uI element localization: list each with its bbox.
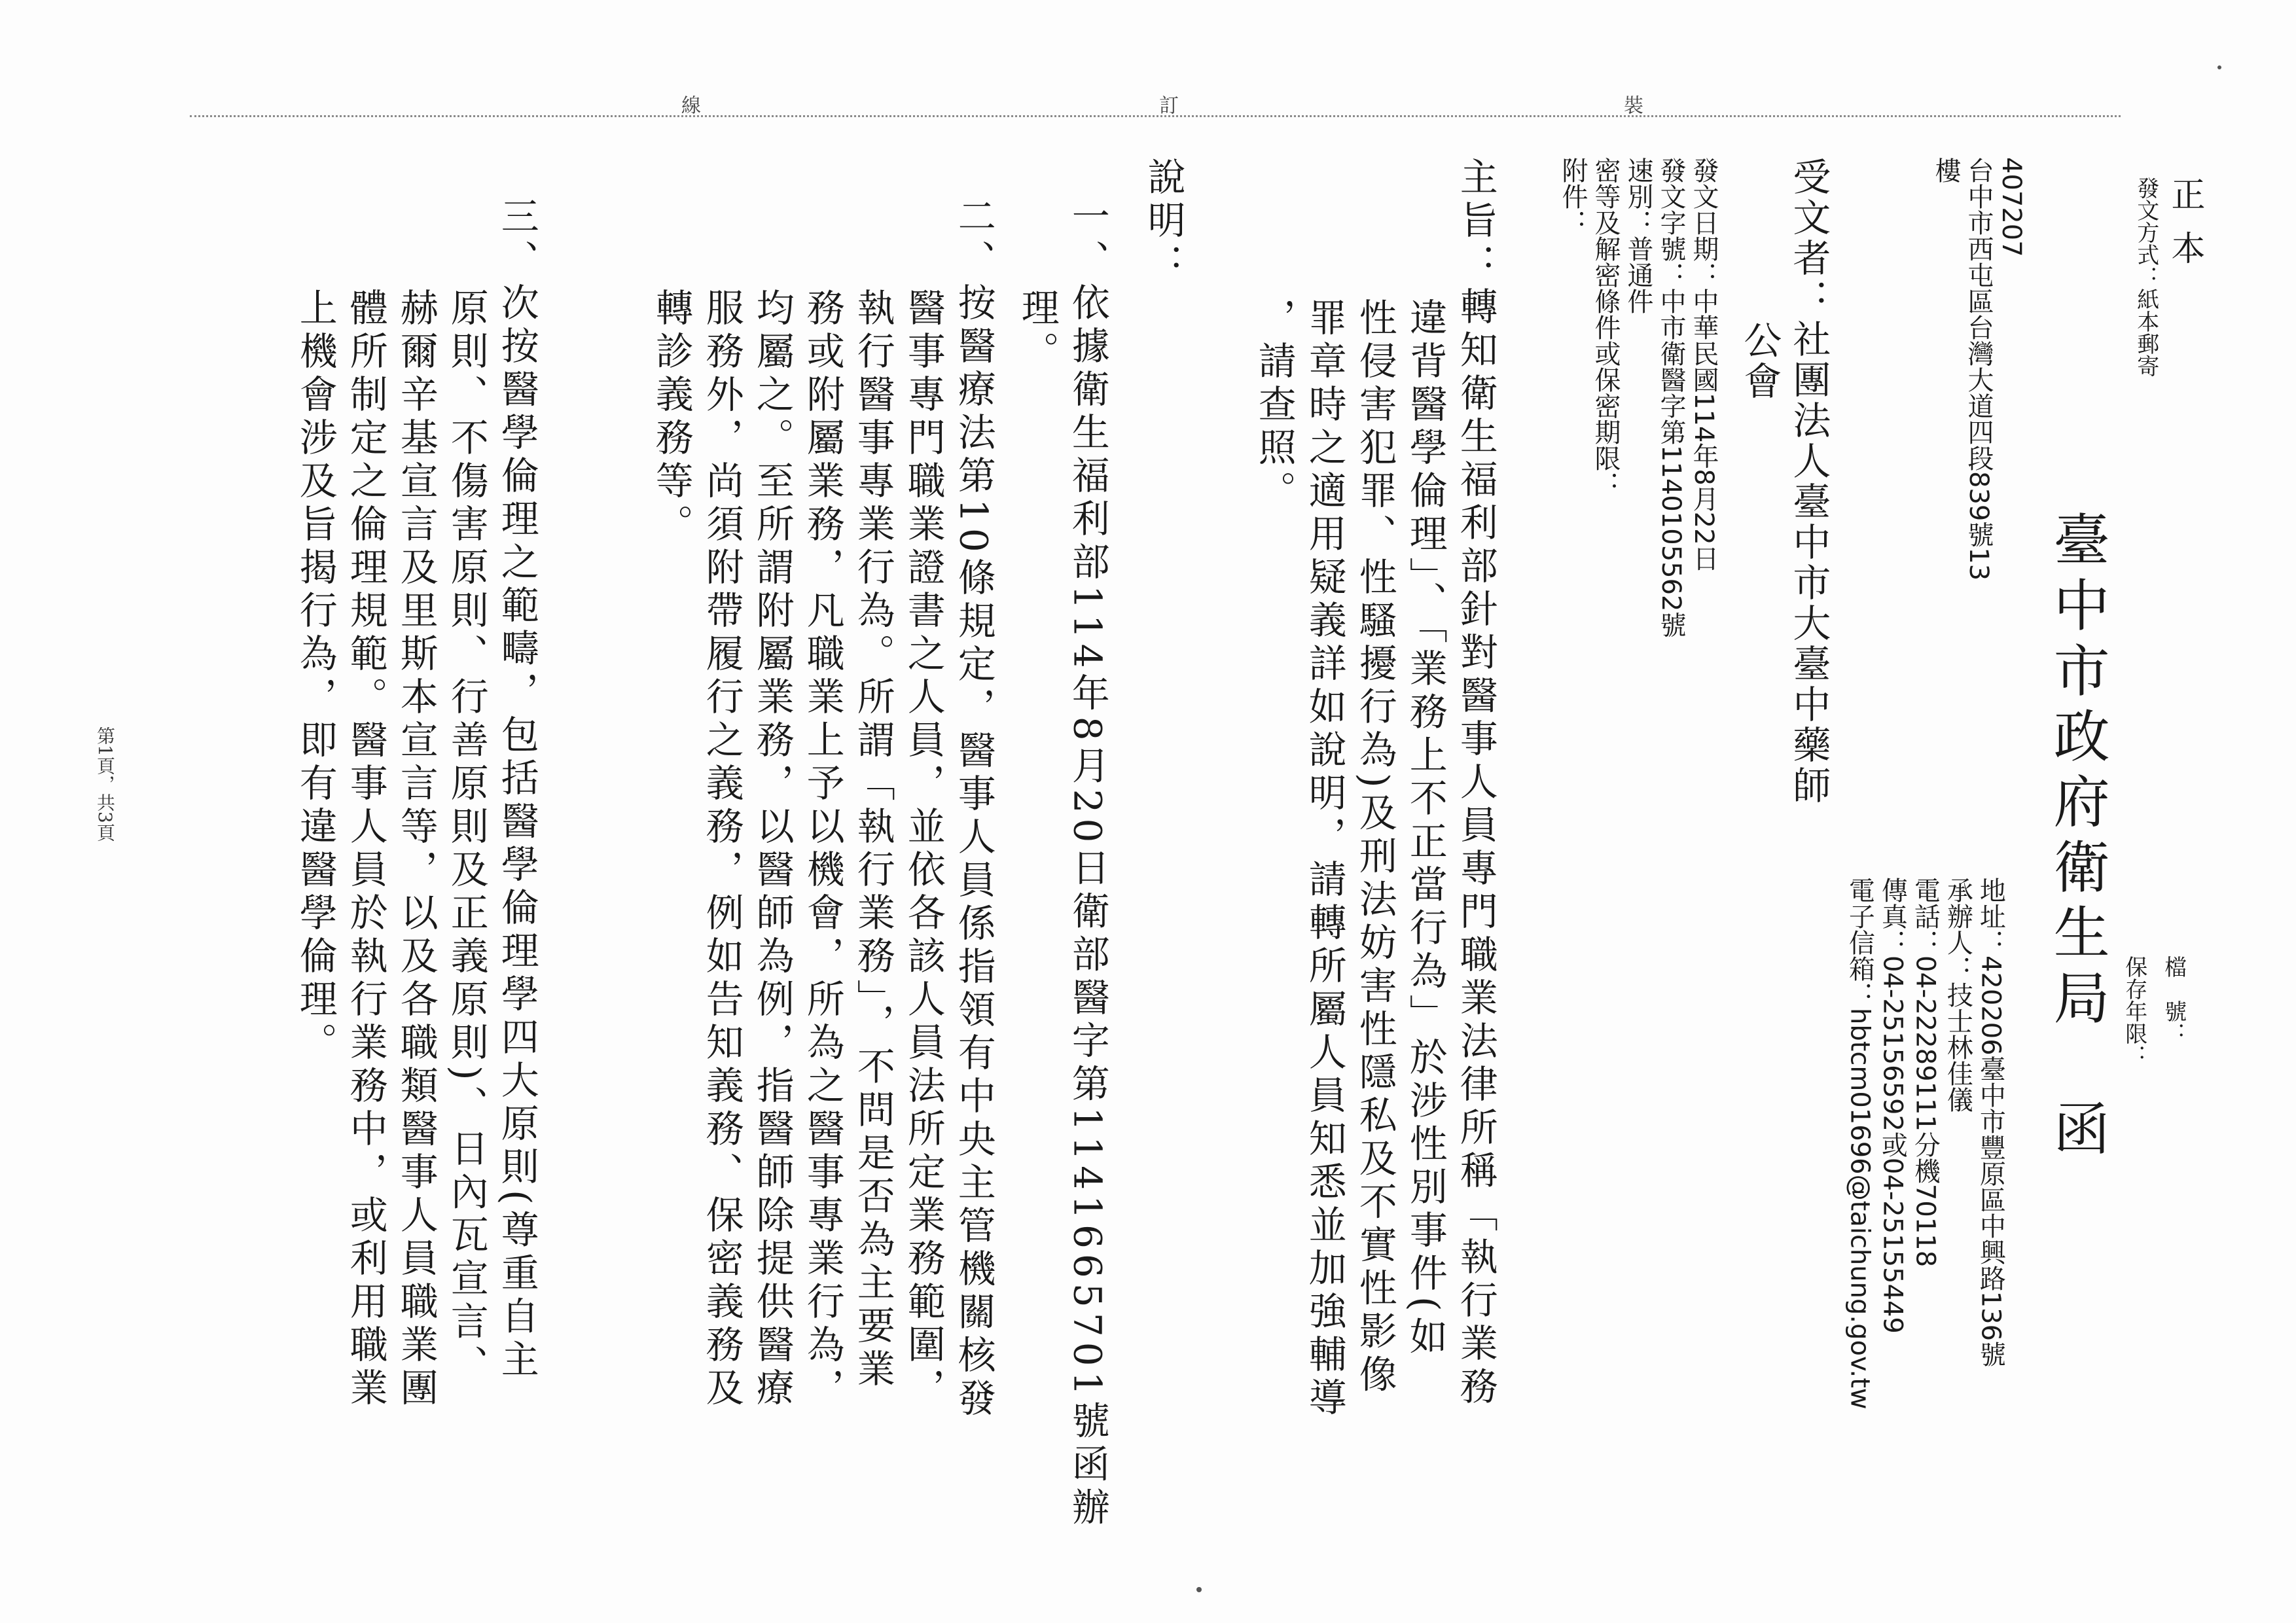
contact-address: 地址：420206臺中市豐原區中興路136號 bbox=[1975, 877, 2006, 1368]
item-2-line-7: 轉診義務等。 bbox=[649, 288, 694, 547]
item-3-line-2: 原則、不傷害原則、行善原則及正義原則)、日內瓦宣言、 bbox=[444, 288, 489, 1388]
binding-mark-xian: 線 bbox=[677, 95, 700, 115]
page-footer: 第1頁，共3頁 bbox=[94, 726, 116, 842]
recipient-floor: 樓 bbox=[1931, 157, 1961, 183]
doc-number: 發文字號：中市衛醫字第1140105562號 bbox=[1656, 157, 1686, 638]
item-2-line-1: 二、按醫療法第10條規定，醫事人員係指領有中央主管機關核發 bbox=[951, 196, 996, 1421]
subject-line-2: 違背醫學倫理」、「業務上不正當行為」於涉性別事件(如 bbox=[1403, 298, 1448, 1360]
item-1-line-2: 理。 bbox=[1014, 288, 1060, 374]
item-3-line-4: 體所制定之倫理規範。醫事人員於執行業務中，或利用職業 bbox=[343, 288, 388, 1411]
item-1-line-1: 一、依據衛生福利部114年8月20日衛部醫字第1141665701號函辦 bbox=[1065, 196, 1110, 1531]
recipient-line-1: 受文者：社團法人臺中市大臺中藥師 bbox=[1786, 157, 1831, 806]
explanation-label: 說明： bbox=[1141, 157, 1186, 287]
scan-speck bbox=[1196, 1587, 1202, 1592]
doc-secrecy: 密等及解密條件或保密期限： bbox=[1590, 157, 1621, 497]
item-3-line-3: 赫爾辛基宣言及里斯本宣言等，以及各職類醫事人員職業團 bbox=[393, 288, 439, 1411]
doc-attachment: 附件： bbox=[1558, 157, 1588, 236]
doc-date: 發文日期：中華民國114年8月22日 bbox=[1689, 157, 1719, 571]
item-2-line-3: 執行醫事專業行為。所謂「執行業務」，不問是否為主要業 bbox=[850, 288, 895, 1392]
contact-fax: 傳真：04-25156592或04-25155449 bbox=[1877, 877, 1908, 1334]
item-2-line-6: 服務外，尚須附帶履行之義務，例如告知義務、保密義務及 bbox=[699, 288, 744, 1411]
subject-line-1: 主旨：轉知衛生福利部針對醫事人員專門職業法律所稱「執行業務 bbox=[1453, 157, 1498, 1410]
contact-handler: 承辦人：技士林佳儀 bbox=[1943, 877, 1973, 1113]
copy-type-label: 正本 bbox=[2165, 177, 2204, 284]
doc-speed: 速別：普通件 bbox=[1623, 157, 1653, 314]
retention-label: 保存年限： bbox=[2121, 955, 2147, 1067]
subject-line-4: 罪章時之適用疑義詳如說明，請轉所屬人員知悉並加強輔導 bbox=[1302, 298, 1347, 1421]
file-number-label: 檔 號： bbox=[2160, 955, 2187, 1044]
item-2-line-2: 醫事專門職業證書之人員，並依各該人員法所定業務範圍， bbox=[901, 288, 946, 1411]
send-method: 發文方式：紙本郵寄 bbox=[2132, 177, 2159, 377]
item-2-line-4: 務或附屬業務，凡職業上予以機會，所為之醫事專業行為， bbox=[800, 288, 845, 1411]
contact-phone: 電話：04-22289111分機70118 bbox=[1910, 877, 1941, 1268]
binding-line bbox=[190, 115, 2121, 117]
subject-line-5: ，請查照。 bbox=[1251, 298, 1297, 514]
item-2-line-5: 均屬之。至所謂附屬業務，以醫師為例，指醫師除提供醫療 bbox=[749, 288, 795, 1411]
document-title: 臺中市政府衛生局 函 bbox=[2043, 510, 2109, 1165]
scan-speck bbox=[2217, 65, 2221, 69]
recipient-postal-code: 407207 bbox=[1996, 157, 2026, 257]
contact-email: 電子信箱：hbtcm01696@taichung.gov.tw bbox=[1844, 877, 1875, 1410]
subject-line-3: 性侵害犯罪、性騷擾行為)及刑法妨害性隱私及不實性影像 bbox=[1352, 298, 1397, 1398]
item-3-line-5: 上機會涉及旨揭行為，即有違醫學倫理。 bbox=[293, 288, 338, 1065]
recipient-street: 台中市西屯區台灣大道四段839號13 bbox=[1964, 157, 1994, 581]
recipient-line-2: 公會 bbox=[1737, 321, 1782, 402]
binding-mark-zhuang: 裝 bbox=[1620, 95, 1643, 115]
contact-info bbox=[1826, 877, 2022, 1440]
item-3-line-1: 三、次按醫學倫理之範疇，包括醫學倫理學四大原則(尊重自主 bbox=[494, 196, 539, 1383]
binding-mark-ding: 訂 bbox=[1155, 95, 1178, 115]
